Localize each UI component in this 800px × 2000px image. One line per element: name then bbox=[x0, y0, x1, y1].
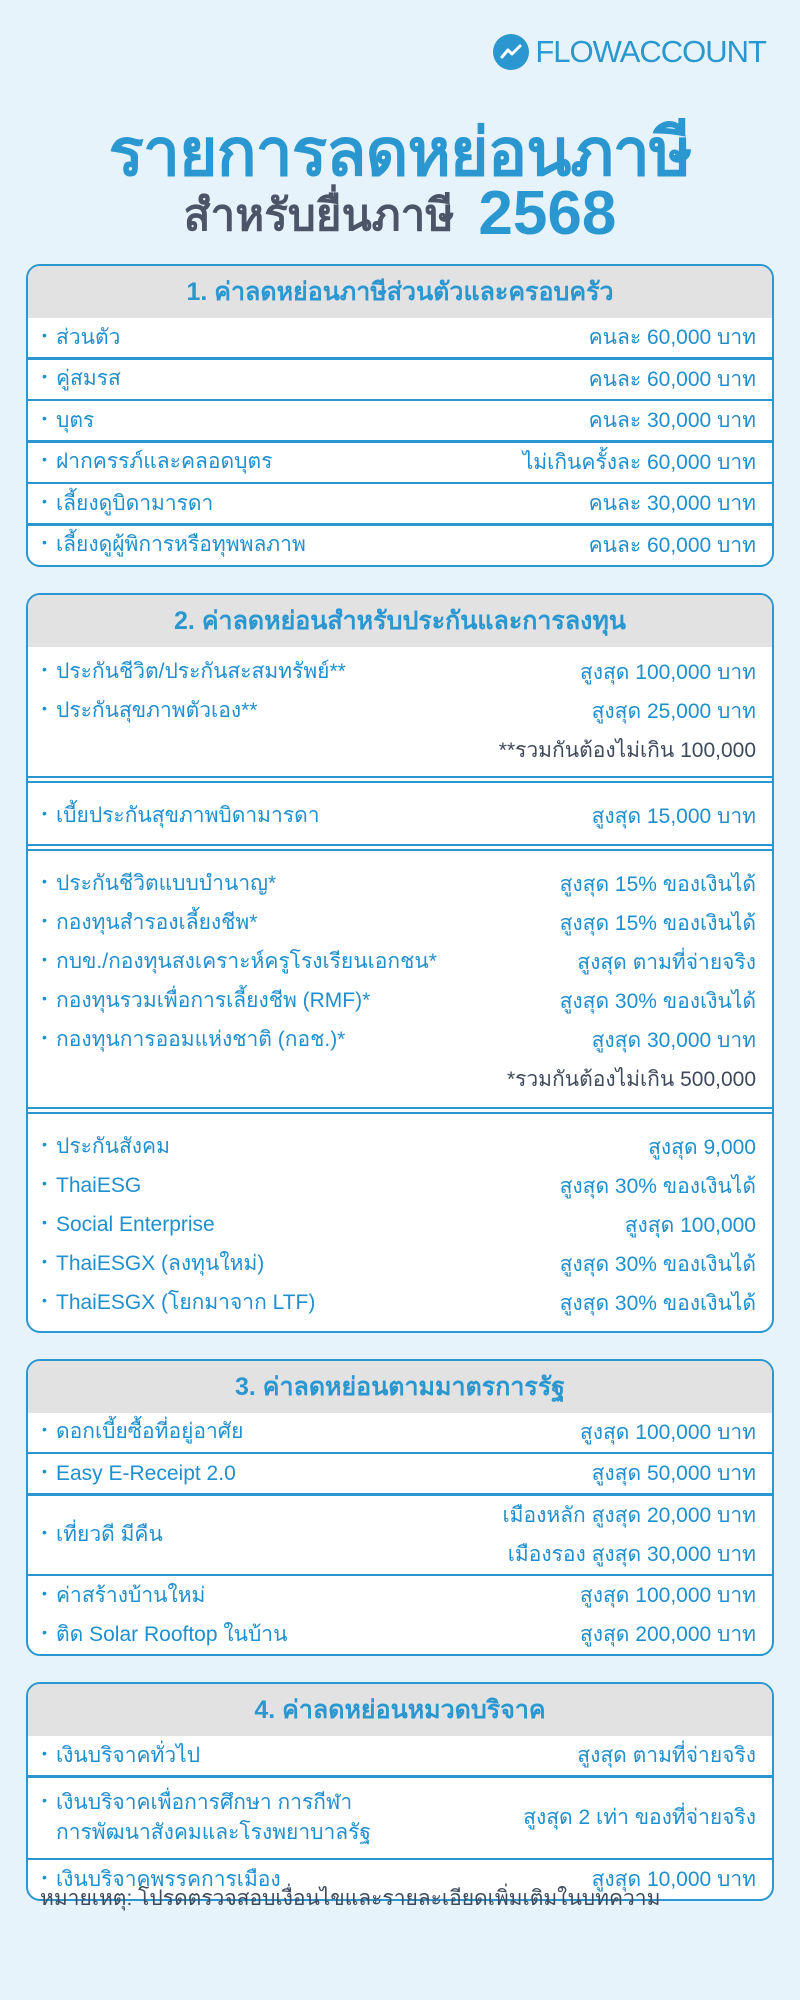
list-item bbox=[28, 1128, 772, 1167]
bullet-icon: • bbox=[42, 1791, 47, 1808]
item-limit bbox=[560, 865, 756, 904]
divider bbox=[28, 844, 772, 851]
item-limit-line: สูงสุด 100,000 bbox=[624, 1213, 756, 1237]
list-item bbox=[28, 1167, 772, 1206]
item-limit-line: เมืองรอง สูงสุด 30,000 บาท bbox=[507, 1542, 756, 1566]
section-4 bbox=[26, 1682, 774, 1901]
page-title: รายการลดหย่อนภาษี bbox=[108, 115, 692, 189]
item-label-wrap bbox=[42, 1581, 205, 1611]
item-label-line: ThaiESGX (โยกมาจาก LTF) bbox=[56, 1291, 316, 1314]
item-limit-line: เมืองหลัก สูงสุด 20,000 บาท bbox=[502, 1503, 756, 1527]
bullet-icon: • bbox=[42, 1868, 47, 1885]
item-label bbox=[56, 1288, 315, 1318]
item-label-line: กองทุนสำรองเลี้ยงชีพ* bbox=[56, 911, 258, 934]
list-item bbox=[28, 318, 772, 357]
item-label-line: กองทุนการออมแห่งชาติ (กอช.)* bbox=[56, 1028, 346, 1051]
item-label bbox=[56, 1210, 215, 1240]
item-limit-line: สูงสุด 9,000 bbox=[648, 1135, 756, 1159]
list-item bbox=[28, 484, 772, 523]
section-1 bbox=[26, 264, 774, 567]
item-limit-line: สูงสุด ตามที่จ่ายจริง bbox=[577, 1744, 756, 1767]
section-3 bbox=[26, 1359, 774, 1657]
item-limit-line: สูงสุด 15% ของเงินได้ bbox=[559, 872, 756, 896]
item-limit bbox=[592, 1454, 756, 1493]
item-label-line: Easy E-Receipt 2.0 bbox=[56, 1461, 236, 1485]
cap-note bbox=[28, 731, 772, 770]
item-limit bbox=[577, 943, 756, 982]
item-limit-line: สูงสุด 2 เท่า ของที่จ่ายจริง bbox=[523, 1806, 756, 1829]
row-group bbox=[28, 360, 772, 399]
item-label-wrap bbox=[42, 1288, 315, 1318]
item-limit bbox=[592, 692, 756, 731]
row-group bbox=[28, 851, 772, 1107]
item-label-wrap bbox=[42, 1417, 243, 1447]
bullet-icon: • bbox=[42, 1175, 47, 1191]
bullet-icon: • bbox=[42, 1584, 47, 1601]
list-item bbox=[28, 401, 772, 440]
item-label-wrap bbox=[42, 447, 272, 477]
item-limit bbox=[523, 443, 756, 482]
item-limit bbox=[523, 1798, 756, 1837]
footnote: หมายเหตุ: โปรดตรวจสอบเงื่อนไขและรายละเอียดเพิ่มเติมในบทความ bbox=[40, 1887, 661, 1910]
item-label-line: คู่สมรส bbox=[56, 367, 121, 390]
item-label bbox=[56, 489, 213, 519]
list-item bbox=[28, 1615, 772, 1654]
list-item bbox=[28, 1778, 772, 1858]
item-label-line: ThaiESGX (ลงทุนใหม่) bbox=[56, 1252, 265, 1275]
bullet-icon: • bbox=[42, 1292, 47, 1308]
row-group bbox=[28, 1778, 772, 1858]
item-label bbox=[56, 1620, 287, 1650]
item-label-wrap bbox=[42, 1025, 345, 1055]
item-label bbox=[56, 1741, 200, 1771]
item-label bbox=[56, 1417, 243, 1447]
item-label-line: การพัฒนาสังคมและโรงพยาบาลรัฐ bbox=[56, 1820, 371, 1844]
item-limit-line: คนละ 60,000 บาท bbox=[588, 533, 756, 557]
item-label-wrap bbox=[42, 696, 257, 726]
row-group bbox=[28, 1413, 772, 1452]
item-limit bbox=[589, 401, 756, 440]
item-label-wrap bbox=[42, 1210, 215, 1240]
item-label-wrap bbox=[42, 986, 370, 1016]
divider bbox=[28, 1107, 772, 1114]
item-label-wrap bbox=[42, 364, 121, 394]
list-item bbox=[28, 1413, 772, 1452]
row-group bbox=[28, 1736, 772, 1775]
item-label bbox=[56, 1132, 170, 1162]
item-limit-line: **รวมกันต้องไม่เกิน 100,000 bbox=[498, 738, 756, 762]
item-limit-line: สูงสุด 10,000 บาท bbox=[591, 1868, 756, 1891]
item-label bbox=[56, 986, 370, 1016]
bullet-icon: • bbox=[42, 409, 47, 426]
row-group bbox=[28, 443, 772, 482]
item-label bbox=[56, 1581, 205, 1611]
item-label-line: เที่ยวดี มีคืน bbox=[56, 1522, 163, 1546]
list-item bbox=[28, 1021, 772, 1060]
item-label-wrap bbox=[42, 1788, 371, 1848]
section-title: 1. ค่าลดหย่อนภาษีส่วนตัวและครอบครัว bbox=[28, 266, 772, 318]
item-label-line: ประกันชีวิต/ประกันสะสมทรัพย์** bbox=[56, 660, 346, 683]
deduction-sections bbox=[26, 264, 774, 1927]
item-label bbox=[56, 1520, 163, 1550]
item-limit-line: สูงสุด 30% ของเงินได้ bbox=[559, 1291, 756, 1315]
item-label-line: Social Enterprise bbox=[56, 1213, 215, 1236]
bullet-icon: • bbox=[42, 1214, 47, 1230]
item-limit-line: สูงสุด 30% ของเงินได้ bbox=[559, 1252, 756, 1276]
list-item bbox=[28, 526, 772, 565]
list-item bbox=[28, 1206, 772, 1245]
item-limit bbox=[560, 1284, 756, 1323]
item-label-line: เบี้ยประกันสุขภาพบิดามารดา bbox=[56, 804, 320, 827]
item-label-wrap bbox=[42, 801, 320, 831]
list-item bbox=[28, 692, 772, 731]
bullet-icon: • bbox=[42, 1029, 47, 1045]
item-label-line: ประกันสังคม bbox=[56, 1135, 170, 1158]
list-item bbox=[28, 904, 772, 943]
item-label bbox=[56, 364, 121, 394]
item-limit-line: สูงสุด ตามที่จ่ายจริง bbox=[577, 950, 756, 974]
item-label-line: ฝากครรภ์และคลอดบุตร bbox=[56, 450, 273, 473]
item-label-line: บุตร bbox=[56, 408, 95, 432]
item-label-wrap bbox=[42, 908, 257, 938]
item-label-wrap bbox=[42, 1520, 163, 1550]
bullet-icon: • bbox=[42, 451, 47, 467]
item-limit bbox=[580, 1615, 756, 1654]
item-label-wrap bbox=[42, 406, 94, 436]
item-label-wrap bbox=[42, 530, 306, 560]
list-item bbox=[28, 1245, 772, 1284]
item-label-wrap bbox=[42, 1459, 236, 1489]
bullet-icon: • bbox=[42, 326, 47, 343]
item-label-line: เงินบริจาคพรรคการเมือง bbox=[56, 1867, 281, 1891]
list-item bbox=[28, 1736, 772, 1775]
list-item bbox=[28, 865, 772, 904]
bullet-icon: • bbox=[42, 805, 47, 821]
item-label bbox=[56, 1025, 345, 1055]
list-item bbox=[28, 1284, 772, 1323]
item-label bbox=[56, 323, 120, 353]
item-limit-line: สูงสุด 30,000 บาท bbox=[591, 1028, 756, 1052]
list-item bbox=[28, 982, 772, 1021]
item-label bbox=[56, 947, 437, 977]
flowaccount-logo-icon bbox=[493, 34, 529, 70]
item-label-line: ดอกเบี้ยซื้อที่อยู่อาศัย bbox=[56, 1420, 244, 1443]
bullet-icon: • bbox=[42, 661, 47, 677]
item-limit-line: สูงสุด 30% ของเงินได้ bbox=[559, 1174, 756, 1198]
item-limit-line: คนละ 60,000 บาท bbox=[588, 367, 756, 391]
item-limit-line: สูงสุด 200,000 บาท bbox=[579, 1623, 756, 1646]
item-label-line: ค่าสร้างบ้านใหม่ bbox=[56, 1583, 206, 1607]
item-label-wrap bbox=[42, 323, 120, 353]
list-item bbox=[28, 1496, 772, 1574]
divider bbox=[28, 776, 772, 783]
list-item bbox=[28, 360, 772, 399]
brand-name: FLOWACCOUNT bbox=[535, 34, 766, 69]
section-title: 2. ค่าลดหย่อนสำหรับประกันและการลงทุน bbox=[28, 595, 772, 647]
list-item bbox=[28, 797, 772, 836]
section-title: 3. ค่าลดหย่อนตามมาตรการรัฐ bbox=[28, 1361, 772, 1413]
item-limit bbox=[560, 904, 756, 943]
row-group bbox=[28, 526, 772, 565]
item-limit-line: สูงสุด 50,000 บาท bbox=[591, 1462, 756, 1485]
item-label-wrap bbox=[42, 869, 276, 899]
list-item bbox=[28, 943, 772, 982]
item-label-wrap bbox=[42, 947, 437, 977]
item-limit-line: สูงสุด 25,000 บาท bbox=[591, 699, 756, 723]
item-limit-line: ไม่เกินครั้งละ 60,000 บาท bbox=[522, 450, 756, 474]
item-limit bbox=[589, 318, 756, 357]
item-label bbox=[56, 696, 257, 726]
row-group bbox=[28, 484, 772, 523]
bullet-icon: • bbox=[42, 1623, 47, 1640]
item-limit-line: สูงสุด 100,000 บาท bbox=[579, 660, 756, 684]
item-label-wrap bbox=[42, 489, 213, 519]
item-label-line: ประกันชีวิตแบบบำนาญ* bbox=[56, 872, 277, 895]
bullet-icon: • bbox=[42, 1136, 47, 1152]
item-limit-line: คนละ 60,000 บาท bbox=[588, 326, 756, 349]
item-label bbox=[56, 657, 346, 687]
item-limit bbox=[580, 1413, 756, 1452]
row-group bbox=[28, 401, 772, 440]
row-group bbox=[28, 1496, 772, 1574]
row-group bbox=[28, 1576, 772, 1654]
item-limit bbox=[499, 731, 756, 770]
item-limit bbox=[580, 1576, 756, 1615]
item-label bbox=[56, 1171, 141, 1201]
bullet-icon: • bbox=[42, 1253, 47, 1269]
item-limit-line: สูงสุด 30% ของเงินได้ bbox=[559, 989, 756, 1013]
row-group bbox=[28, 783, 772, 844]
item-limit bbox=[625, 1206, 756, 1245]
item-label-line: เลี้ยงดูผู้พิการหรือทุพพลภาพ bbox=[56, 533, 306, 556]
item-label-wrap bbox=[42, 1132, 170, 1162]
item-limit-line: สูงสุด 15,000 บาท bbox=[591, 804, 756, 828]
item-label-line: ติด Solar Rooftop ในบ้าน bbox=[56, 1622, 288, 1646]
cap-note bbox=[28, 1060, 772, 1099]
item-limit-line: สูงสุด 15% ของเงินได้ bbox=[559, 911, 756, 935]
item-limit bbox=[560, 1245, 756, 1284]
item-label-line: กบข./กองทุนสงเคราะห์ครูโรงเรียนเอกชน* bbox=[56, 950, 437, 973]
list-item bbox=[28, 1576, 772, 1615]
row-group bbox=[28, 1114, 772, 1331]
item-limit-line: *รวมกันต้องไม่เกิน 500,000 bbox=[506, 1067, 756, 1091]
page-subtitle bbox=[0, 178, 800, 250]
bullet-icon: • bbox=[42, 492, 47, 509]
item-limit bbox=[560, 982, 756, 1021]
item-label bbox=[56, 447, 272, 477]
item-label-wrap bbox=[42, 1620, 287, 1650]
item-limit bbox=[580, 653, 756, 692]
item-label bbox=[56, 869, 276, 899]
bullet-icon: • bbox=[42, 1462, 47, 1479]
item-limit-line: สูงสุด 100,000 บาท bbox=[579, 1420, 756, 1444]
item-label-wrap bbox=[42, 657, 346, 687]
section-title: 4. ค่าลดหย่อนหมวดบริจาค bbox=[28, 1684, 772, 1736]
item-label bbox=[56, 1249, 264, 1279]
bullet-icon: • bbox=[42, 912, 47, 928]
item-limit bbox=[560, 1167, 756, 1206]
item-label-line: กองทุนรวมเพื่อการเลี้ยงชีพ (RMF)* bbox=[56, 989, 371, 1012]
item-limit bbox=[592, 1021, 756, 1060]
flowaccount-logo bbox=[493, 34, 766, 70]
item-limit bbox=[577, 1736, 756, 1775]
bullet-icon: • bbox=[42, 368, 47, 384]
item-label-line: ประกันสุขภาพตัวเอง** bbox=[56, 699, 258, 722]
bullet-icon: • bbox=[42, 1421, 47, 1437]
item-limit bbox=[589, 360, 756, 399]
bullet-icon: • bbox=[42, 873, 47, 889]
item-label bbox=[56, 530, 306, 560]
item-label-line: เงินบริจาคทั่วไป bbox=[56, 1743, 201, 1767]
item-limit-line: สูงสุด 100,000 บาท bbox=[579, 1584, 756, 1607]
subtitle-text: สำหรับยื่นภาษี bbox=[183, 191, 455, 240]
bullet-icon: • bbox=[42, 1523, 47, 1540]
row-group bbox=[28, 318, 772, 357]
item-limit bbox=[589, 484, 756, 523]
item-limit bbox=[589, 526, 756, 565]
item-label bbox=[56, 1788, 371, 1848]
row-group bbox=[28, 647, 772, 776]
bullet-icon: • bbox=[42, 990, 47, 1006]
row-group bbox=[28, 1454, 772, 1493]
item-limit bbox=[507, 1060, 756, 1099]
item-limit bbox=[502, 1496, 756, 1574]
item-label-line: เลี้ยงดูบิดามารดา bbox=[56, 491, 214, 515]
item-limit bbox=[648, 1128, 756, 1167]
item-limit bbox=[592, 797, 756, 836]
list-item bbox=[28, 653, 772, 692]
bullet-icon: • bbox=[42, 700, 47, 716]
item-limit-line: คนละ 30,000 บาท bbox=[588, 409, 756, 432]
section-2 bbox=[26, 593, 774, 1333]
bullet-icon: • bbox=[42, 534, 47, 550]
item-label bbox=[56, 801, 320, 831]
item-label-line: ส่วนตัว bbox=[56, 325, 121, 349]
item-label-wrap bbox=[42, 1741, 200, 1771]
item-label-line: ThaiESG bbox=[56, 1174, 142, 1197]
item-limit-line: คนละ 30,000 บาท bbox=[588, 492, 756, 515]
item-label-wrap bbox=[42, 1249, 264, 1279]
bullet-icon: • bbox=[42, 951, 47, 967]
item-label bbox=[56, 1459, 236, 1489]
item-label-wrap bbox=[42, 1171, 141, 1201]
tax-year: 2568 bbox=[478, 179, 617, 248]
item-label bbox=[56, 908, 257, 938]
list-item bbox=[28, 443, 772, 482]
list-item bbox=[28, 1454, 772, 1493]
item-label bbox=[56, 406, 94, 436]
bullet-icon: • bbox=[42, 1744, 47, 1761]
item-label-line: เงินบริจาคเพื่อการศึกษา การกีฬา bbox=[56, 1790, 353, 1814]
